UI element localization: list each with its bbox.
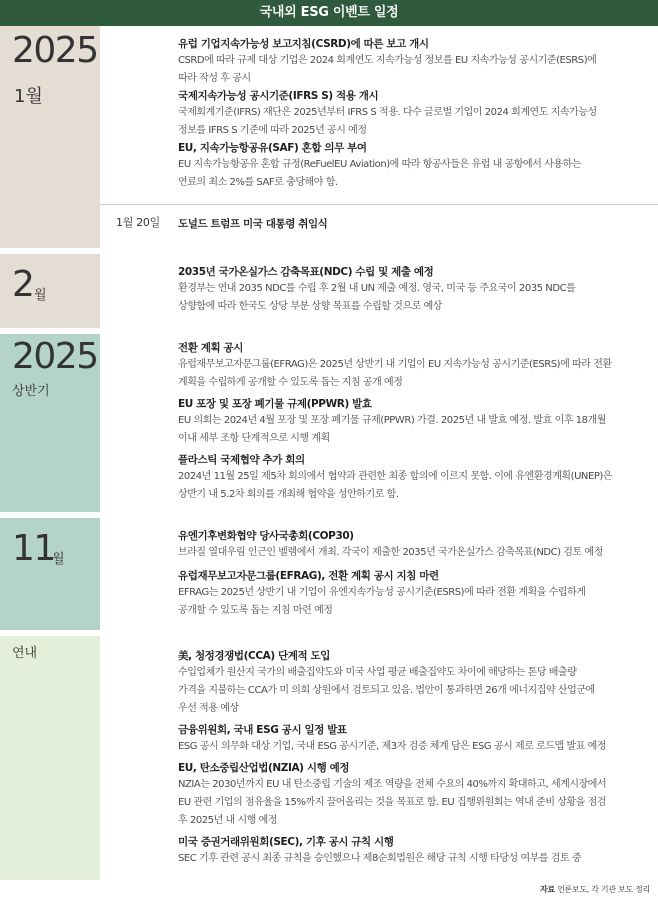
event-title: 도널드 트럼프 미국 대통령 취임식: [178, 218, 328, 230]
section-h1-year: 2025: [12, 336, 98, 377]
event-desc-line: EFRAG는 2025년 상반기 내 기업이 유엔지속가능성 공시기준(ESRS)에 따라 전환 계획을 수립하게: [178, 587, 586, 598]
section-nov-number: 11: [12, 528, 55, 569]
event-desc: [178, 52, 648, 88]
event-desc-line: 유럽재무보고자문그룹(EFRAG)은 2025년 상반기 내 기업이 EU 지속가능성 공시기준(ESRS)에 따라 전환: [178, 359, 612, 370]
section-h1-label: 상반기: [12, 384, 50, 399]
event-sec-climate: [178, 834, 648, 868]
event-desc: [178, 584, 648, 620]
event-desc: [178, 412, 648, 448]
event-title: 플라스틱 국제협약 추가 회의: [178, 454, 305, 466]
event-desc-line: 가격을 지불하는 CCA가 미 의회 상원에서 검토되고 있음. 법안이 통과하면 26개 에너지집약 산업군에: [178, 685, 595, 696]
event-desc: [178, 664, 648, 718]
event-trump: [178, 216, 648, 232]
event-title: 금융위원회, 국내 ESG 공시 일정 발표: [178, 724, 347, 736]
event-desc-line: EU 지속가능항공유 혼합 규정(ReFuelEU Aviation)에 따라 항공사들은 유럽 내 공항에서 사용하는: [178, 159, 582, 170]
event-title: 유럽재무보고자문그룹(EFRAG), 전환 계획 공시 지침 마련: [178, 570, 439, 582]
event-desc: [178, 738, 648, 756]
event-desc-line: 따라 작성 후 공시: [178, 73, 251, 84]
section-2025-jan-year: 2025: [12, 30, 98, 71]
event-title: 美, 청정경쟁법(CCA) 단계적 도입: [178, 650, 331, 662]
event-cop30: [178, 528, 648, 562]
event-desc-line: 환경부는 연내 2035 NDC를 수립 후 2월 내 UN 제출 예정. 영국, 미국 등 주요국이 2035 NDC를: [178, 283, 576, 294]
event-desc-line: CSRD에 따라 규제 대상 기업은 2024 회계연도 지속가능성 정보를 EU 지속가능성 공시기준(ESRS)에: [178, 55, 597, 66]
event-desc: [178, 544, 648, 562]
event-desc: [178, 104, 648, 140]
event-desc-line: 국제회계기준(IFRS) 재단은 2025년부터 IFRS S 적용. 다수 글로벌 기업이 2024 회계연도 지속가능성: [178, 107, 597, 118]
event-saf: [178, 140, 648, 192]
event-title: EU, 탄소중립산업법(NZIA) 시행 예정: [178, 762, 350, 774]
event-cca: [178, 648, 648, 718]
event-efrag-guidance: [178, 568, 648, 620]
event-csrd: [178, 36, 648, 88]
event-desc-line: 연료의 최소 2%를 SAF로 충당해야 함.: [178, 177, 338, 188]
section-nov-unit: 월: [52, 552, 65, 567]
event-title: EU, 지속가능항공유(SAF) 혼합 의무 부여: [178, 142, 367, 154]
event-nzia: [178, 760, 648, 830]
event-title: 미국 증권거래위원회(SEC), 기후 공시 규칙 시행: [178, 836, 394, 848]
source-note: [540, 884, 650, 895]
event-ndc-2035: [178, 264, 648, 316]
event-desc-line: 계획을 수립하게 공개할 수 있도록 돕는 지침 공개 예정: [178, 377, 403, 388]
event-desc-line: 공개할 수 있도록 돕는 지침 마련 예정: [178, 605, 333, 616]
event-desc: [178, 776, 648, 830]
event-ifrs: [178, 88, 648, 140]
event-title: 2035년 국가온실가스 감축목표(NDC) 수립 및 제출 예정: [178, 266, 434, 278]
event-title: 전환 계획 공시: [178, 342, 243, 354]
event-desc-line: 우선 적용 예상: [178, 703, 239, 714]
section-within-year-bg: [0, 636, 100, 880]
event-title: 유럽 기업지속가능성 보고지침(CSRD)에 따른 보고 개시: [178, 38, 429, 50]
event-desc-line: 브라질 열대우림 인근인 벨렘에서 개최. 각국이 제출한 2035년 국가온실가스 감축목표(NDC) 검토 예정: [178, 547, 603, 558]
event-title: 국제지속가능성 공시기준(IFRS S) 적용 개시: [178, 90, 379, 102]
event-desc-line: 상반기 내 5.2차 회의를 개최해 협약을 성안하기로 함.: [178, 489, 399, 500]
event-fsc-esg: [178, 722, 648, 756]
section-feb-unit: 월: [34, 288, 47, 303]
event-desc-line: SEC 기후 관련 공시 최종 규칙을 승인했으나 제8순회법원은 해당 규칙 시행 타당성 여부를 검토 중: [178, 853, 582, 864]
event-desc-line: NZIA는 2030년까지 EU 내 탄소중립 기술의 제조 역량을 전체 수요의 40%까지 확대하고, 세계시장에서: [178, 779, 607, 790]
section-2025-jan-month: 1월: [14, 86, 43, 107]
event-desc-line: EU 관련 기업의 점유율을 15%까지 끌어올리는 것을 목표로 함. EU 집행위원회는 역내 준비 상황을 점검: [178, 797, 607, 808]
event-desc-line: 정보를 IFRS S 기준에 따라 2025년 공시 예정: [178, 125, 367, 136]
event-ppwr: [178, 396, 648, 448]
event-desc-line: ESG 공시 의무화 대상 기업, 국내 ESG 공시기준, 제3자 검증 체계 담은 ESG 공시 제로 로드맵 발표 예정: [178, 741, 607, 752]
event-desc: [178, 468, 648, 504]
source-text: 언론보도, 각 기관 보도 정리: [557, 885, 650, 894]
sub-event-date: 1월 20일: [116, 216, 160, 229]
event-desc: [178, 356, 648, 392]
event-desc-line: 상향함에 따라 한국도 상당 부분 상향 목표를 수립할 것으로 예상: [178, 301, 443, 312]
event-desc-line: EU 의회는 2024년 4월 포장 및 포장 폐기물 규제(PPWR) 가결. 2025년 내 발효 예정. 발효 이후 18개월: [178, 415, 606, 426]
page-title: 국내외 ESG 이벤트 일정: [0, 0, 658, 26]
event-desc-line: 이내 세부 조항 단계적으로 시행 계획: [178, 433, 330, 444]
section-within-year-label: 연내: [12, 646, 38, 661]
event-plastic-treaty: [178, 452, 648, 504]
event-desc-line: 수입업체가 원산지 국가의 배출집약도와 미국 사업 평균 배출집약도 차이에 해당하는 톤당 배출량: [178, 667, 577, 678]
event-title: 유엔기후변화협약 당사국총회(COP30): [178, 530, 354, 542]
event-desc: [178, 850, 648, 868]
event-desc-line: 2024년 11월 25일 제5차 회의에서 협약과 관련한 최종 합의에 이르지 못함. 이에 유엔환경계획(UNEP)은: [178, 471, 613, 482]
event-desc-line: 후 2025년 내 시행 예정: [178, 815, 278, 826]
source-label: 자료: [539, 885, 555, 894]
event-desc: [178, 156, 648, 192]
event-transition-plan: [178, 340, 648, 392]
section-feb-number: 2: [12, 264, 34, 305]
divider: [100, 204, 658, 205]
event-title: EU 포장 및 포장 폐기물 규제(PPWR) 발효: [178, 398, 372, 410]
event-desc: [178, 280, 648, 316]
